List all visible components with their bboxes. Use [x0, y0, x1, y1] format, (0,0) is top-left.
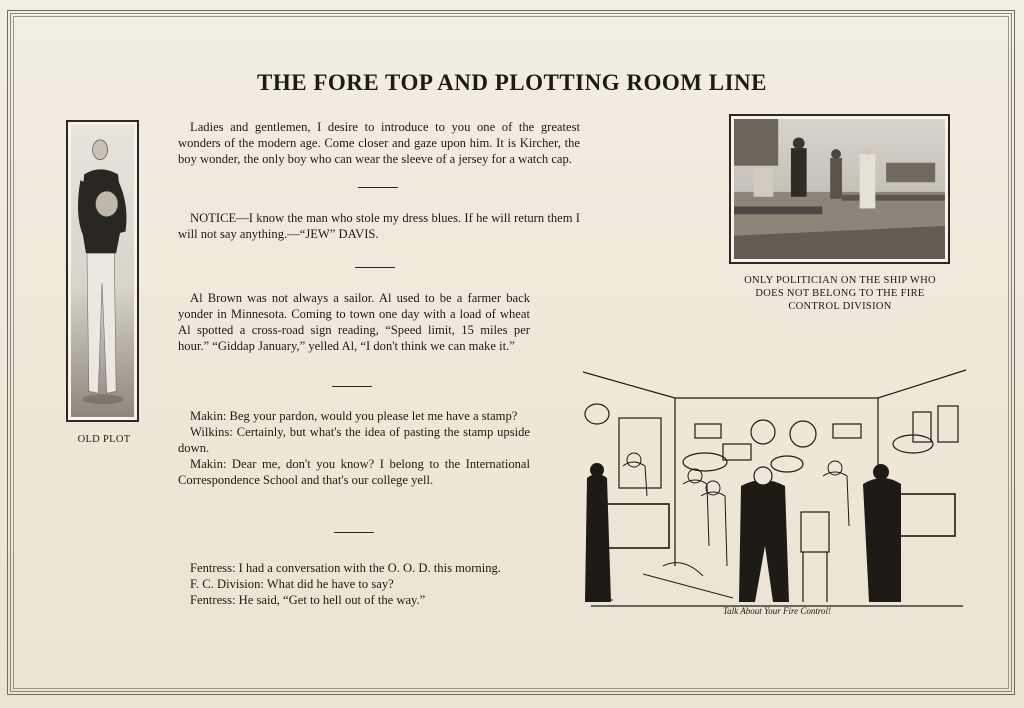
makin-line-1: Makin: Beg your pardon, would you please let me have a stamp? — [190, 409, 518, 423]
section-divider-4 — [334, 532, 374, 533]
section-divider-3 — [332, 386, 372, 387]
notice-paragraph — [178, 210, 580, 242]
plotting-room-cartoon-drawing — [583, 366, 968, 618]
intro-text: Ladies and gentlemen, I desire to introduce to you one of the greatest wonders of the modern age. Come closer and gaze upon him. It is Kircher, the boy wonder, the only boy who can wear the sleeve of a jersey for a watch cap. — [178, 120, 580, 166]
al-brown-paragraph — [178, 290, 530, 354]
section-divider-1 — [358, 187, 398, 188]
page-title: THE FORE TOP AND PLOTTING ROOM LINE — [257, 70, 767, 95]
politician-caption-line-3: CONTROL DIVISION — [788, 301, 892, 312]
notice-text: NOTICE—I know the man who stole my dress blues. If he will return them I will not say anything.—“JEW” DAVIS. — [178, 211, 580, 241]
standing-man-illustration — [71, 125, 134, 417]
ship-deck-illustration — [734, 119, 945, 259]
fire-control-cartoon — [583, 366, 968, 618]
wilkins-line: Wilkins: Certainly, but what's the idea of pasting the stamp upside down. — [178, 425, 530, 455]
politician-caption — [715, 274, 965, 313]
fc-division-line: F. C. Division: What did he have to say? — [190, 577, 394, 591]
politician-photo — [729, 114, 950, 264]
politician-caption-line-1: ONLY POLITICIAN ON THE SHIP WHO — [744, 275, 936, 286]
politician-caption-line-2: DOES NOT BELONG TO THE FIRE — [755, 288, 925, 299]
makin-dialogue — [178, 408, 530, 488]
old-plot-photo — [66, 120, 139, 422]
intro-paragraph — [178, 119, 580, 167]
fentress-line-2: Fentress: He said, “Get to hell out of the way.” — [190, 593, 426, 607]
cartoon-caption: Talk About Your Fire Control! — [723, 606, 832, 616]
al-brown-text: Al Brown was not always a sailor. Al used to be a farmer back yonder in Minnesota. Coming to town one day with a load of wheat Al spotted a cross-road sign reading, “Speed limit, 15 miles per hour.” “Giddap January,” yelled Al, “I don't think we can make it.” — [178, 291, 530, 353]
makin-line-2: Makin: Dear me, don't you know? I belong to the International Correspondence School and that's our college yell. — [178, 457, 530, 487]
fentress-dialogue — [178, 560, 530, 608]
section-divider-2 — [355, 267, 395, 268]
fentress-line-1: Fentress: I had a conversation with the O. O. D. this morning. — [190, 561, 501, 575]
old-plot-caption: OLD PLOT — [77, 434, 131, 445]
